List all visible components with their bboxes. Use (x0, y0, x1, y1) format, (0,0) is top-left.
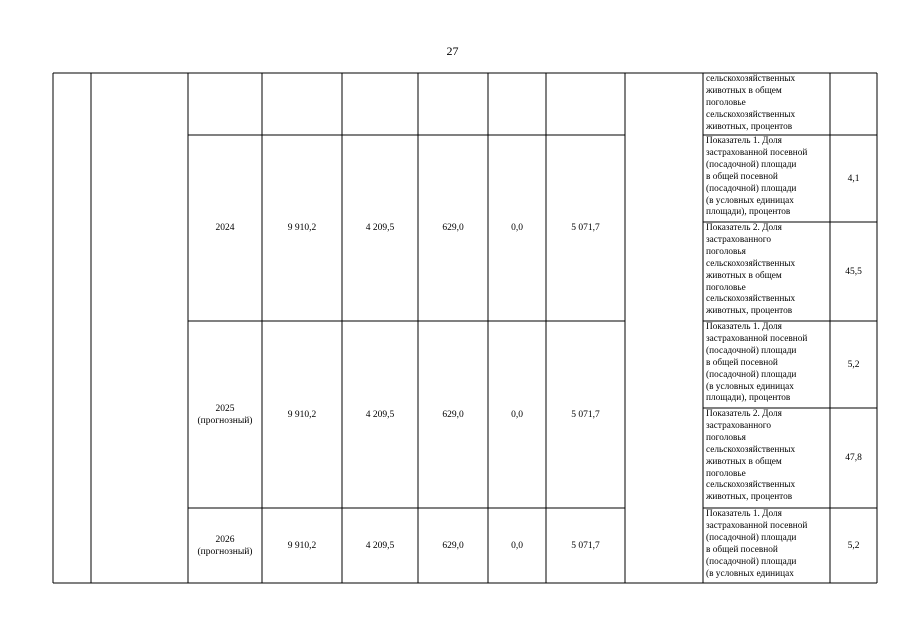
total-cell: 9 910,2 (287, 409, 317, 420)
indicator-line: в общей посевной (706, 357, 778, 368)
indicator-text (706, 409, 830, 508)
value-cell: 5 071,7 (571, 409, 600, 420)
indicator-text (706, 223, 830, 321)
indicator-line: застрахованной посевной (706, 147, 808, 158)
indicator-line: поголовье (706, 97, 746, 108)
indicator-line: сельскохозяйственных (706, 444, 796, 455)
indicator-line: поголовья (706, 246, 746, 257)
year-cell (188, 321, 262, 508)
indicator-line: в общей посевной (706, 544, 778, 555)
indicator-value: 5,2 (847, 359, 860, 370)
indicator-line: Показатель 2. Доля (706, 409, 782, 419)
indicator-line: (в условных единицах (706, 568, 794, 579)
value-cell: 0,0 (511, 540, 523, 551)
indicator-line: поголовье (706, 282, 746, 293)
value-cell: 4 209,5 (365, 540, 395, 551)
indicator-line: застрахованного (706, 234, 772, 245)
indicator-text (706, 322, 830, 408)
value-cell: 4 209,5 (365, 409, 395, 420)
indicator-line: в общей посевной (706, 171, 778, 182)
indicator-line: сельскохозяйственных (706, 480, 796, 491)
indicator-line: Показатель 1. Доля (706, 509, 782, 519)
indicator-line: (посадочной) площади (706, 183, 797, 194)
value-cell: 0,0 (511, 223, 523, 233)
indicator-line: (посадочной) площади (706, 556, 797, 567)
indicator-line: (посадочной) площади (706, 345, 797, 356)
value-cell: 629,0 (442, 409, 464, 420)
value-cell: 4 209,5 (365, 223, 395, 233)
indicator-value: 4,1 (847, 173, 860, 184)
year-label: 2026 (215, 534, 235, 545)
indicator-line: (посадочной) площади (706, 369, 797, 380)
indicator-text (706, 74, 828, 135)
indicator-line: сельскохозяйственных (706, 258, 796, 269)
value-cell: 5 071,7 (571, 223, 600, 233)
indicator-line: Показатель 1. Доля (706, 136, 782, 146)
value-cell: 629,0 (442, 540, 464, 551)
indicator-line: животных, процентов (706, 306, 793, 317)
indicator-value: 5,2 (847, 540, 860, 551)
indicator-line: животных в общем (706, 456, 782, 467)
indicator-value: 47,8 (845, 453, 862, 463)
indicator-line: Показатель 2. Доля (706, 223, 782, 233)
indicator-text (706, 136, 830, 222)
indicator-text (706, 509, 830, 583)
indicator-line: застрахованной посевной (706, 333, 808, 344)
indicator-line: сельскохозяйственных (706, 109, 796, 120)
indicator-line: животных в общем (706, 270, 782, 281)
value-cell: 0,0 (511, 409, 523, 420)
indicator-value: 45,5 (845, 266, 862, 277)
indicator-line: застрахованной посевной (706, 520, 808, 531)
indicator-line: поголовья (706, 432, 746, 443)
indicator-line: (в условных единицах (706, 381, 794, 392)
year-cell (188, 135, 262, 321)
indicator-line: Показатель 1. Доля (706, 322, 782, 332)
indicator-value (830, 73, 877, 135)
year-cell (188, 508, 262, 583)
indicator-line: площади), процентов (706, 207, 791, 218)
year-label: 2024 (215, 223, 235, 233)
page-number: 27 (446, 44, 459, 58)
value-cell: 5 071,7 (571, 540, 600, 551)
value-cell: 629,0 (442, 223, 464, 233)
year-label: 2025 (215, 403, 235, 414)
total-cell: 9 910,2 (287, 540, 317, 551)
year-note: (прогнозный) (197, 546, 253, 557)
indicator-line: животных, процентов (706, 492, 793, 503)
indicator-line: (посадочной) площади (706, 159, 797, 170)
indicator-line: животных, процентов (706, 121, 793, 132)
year-note: (прогнозный) (197, 415, 253, 426)
total-cell: 9 910,2 (287, 223, 317, 233)
indicator-line: поголовье (706, 468, 746, 479)
indicator-line: сельскохозяйственных (706, 74, 796, 84)
indicator-line: (в условных единицах (706, 195, 794, 206)
indicator-line: сельскохозяйственных (706, 294, 796, 305)
indicator-line: застрахованного (706, 420, 772, 431)
indicator-line: животных в общем (706, 85, 782, 96)
indicator-line: площади), процентов (706, 393, 791, 404)
indicator-line: (посадочной) площади (706, 532, 797, 543)
